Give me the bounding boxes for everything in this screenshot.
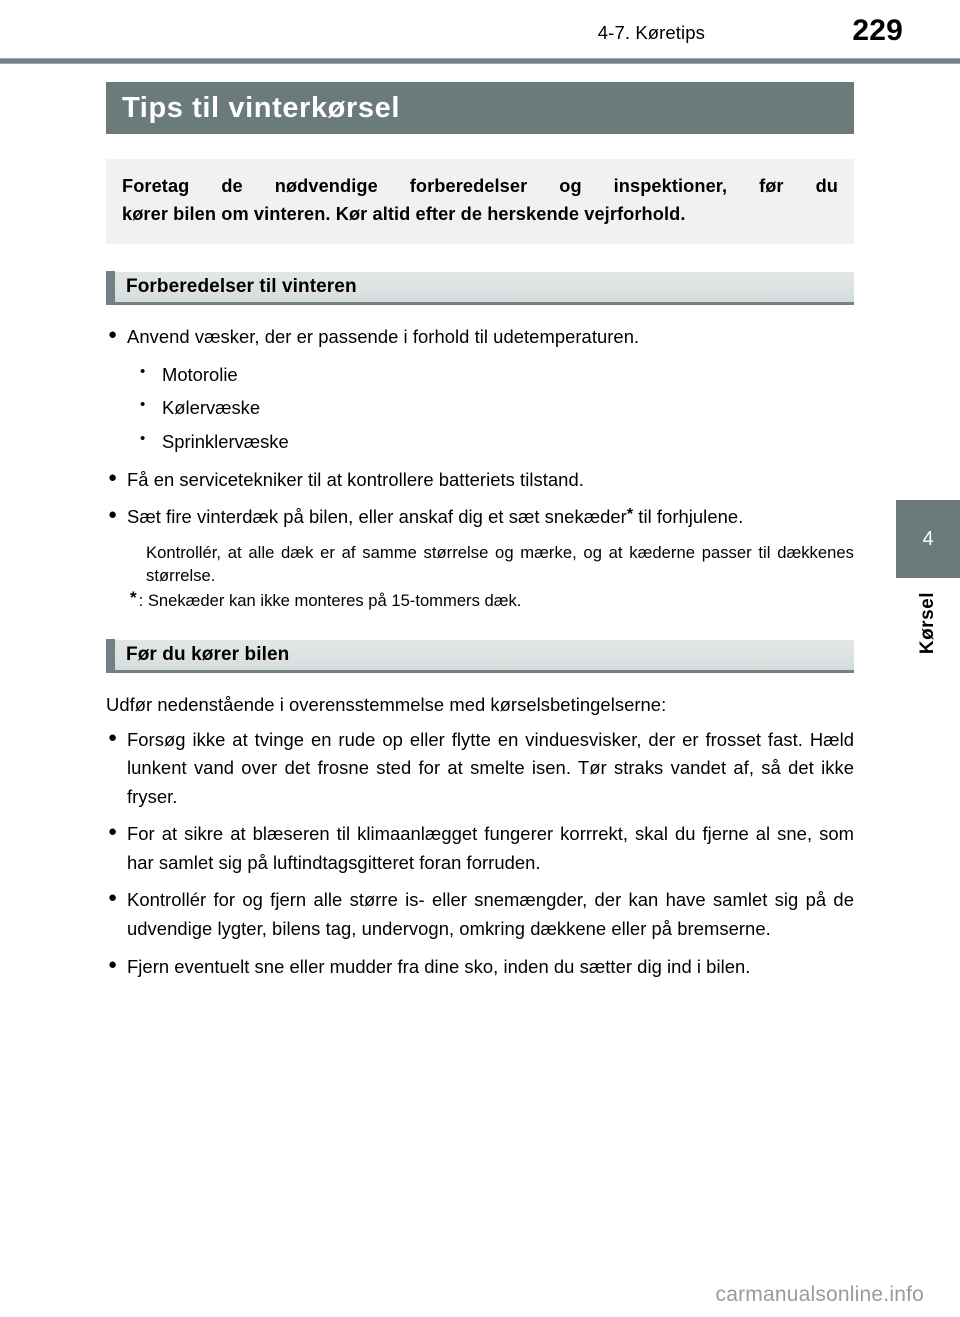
chapter-tab-label-text: Kørsel [917, 592, 938, 655]
footnote-asterisk-icon: * [130, 587, 137, 607]
chapter-tab-number: 4 [922, 527, 934, 550]
list-item-text: For at sikre at blæseren til klimaanlægget fungerer korrrekt, skal du fjerne al sne, som har samlet sig på luftindtagsgitteret foran forruden. [127, 823, 854, 873]
section-header-preparations [106, 272, 854, 305]
intro-line-2: kører bilen om vinteren. Kør altid efter de herskende vejrforhold. [122, 203, 686, 224]
list-item-text: Kontrollér for og fjern alle større is- eller snemængder, der kan have samlet sig på de udvendige lygter, bilens tag, undervogn, omkring dækkene eller på bremserne. [127, 889, 854, 939]
list-item-text [127, 503, 854, 532]
section-body-before-driving [106, 691, 854, 981]
chapter-tab [896, 500, 960, 578]
bullet-dot-icon: ● [108, 823, 118, 841]
sub-list-item-text: Sprinklervæske [162, 431, 289, 453]
site-watermark: carmanualsonline.info [715, 1283, 924, 1306]
section-heading-text: Før du kører bilen [126, 644, 290, 666]
section-heading-text: Forberedelser til vinteren [126, 276, 357, 298]
list-item-text: Anvend væsker, der er passende i forhold til udetemperaturen. [127, 326, 640, 348]
section-body-preparations [106, 323, 854, 612]
page-number: 229 [852, 14, 903, 47]
page-content [106, 82, 854, 990]
list-item-text-tail: til forhjulene. [633, 506, 744, 528]
page-header [0, 14, 960, 54]
intro-notice-box [106, 159, 854, 244]
section-note-text: Kontrollér, at alle dæk er af samme størrelse og mærke, og at kæderne passer til dækkenes størrelse. [146, 542, 854, 586]
bullet-dot-icon: ● [108, 326, 118, 344]
list-item [106, 953, 854, 982]
header-chapter-title: 4-7. Køretips [597, 22, 705, 43]
list-item-text-main: Sæt fire vinterdæk på bilen, eller anskaf dig et sæt snekæder [127, 506, 627, 528]
list-item [106, 726, 854, 812]
list-item [106, 886, 854, 943]
sub-list [106, 361, 854, 456]
list-item [106, 323, 854, 352]
bullet-dot-icon: ● [108, 955, 118, 973]
bullet-dot-icon: ● [108, 468, 118, 486]
list-item-with-footnote [106, 503, 854, 532]
section-header-before-driving [106, 640, 854, 673]
bullet-dot-icon: ● [108, 889, 118, 907]
sub-bullet-dot-icon: • [140, 396, 146, 414]
page-title: Tips til vinterkørsel [122, 91, 400, 124]
footnote-row [130, 589, 854, 613]
bullet-dot-icon: ● [108, 728, 118, 746]
sub-list-item [106, 428, 854, 456]
sub-list-item [106, 361, 854, 389]
intro-line-1: Foretag de nødvendige forberedelser og inspektioner, før du [122, 176, 838, 196]
footnote-text: : Snekæder kan ikke monteres på 15-tommers dæk. [138, 590, 522, 610]
footnote-marker: * [626, 506, 634, 524]
list-item [106, 466, 854, 495]
sub-list-item-text: Kølervæske [162, 397, 261, 419]
list-item-text: Fjern eventuelt sne eller mudder fra dine sko, inden du sætter dig ind i bilen. [127, 955, 751, 977]
list-item-text: Få en servicetekniker til at kontrollere batteriets tilstand. [127, 468, 584, 490]
section-accent-bar [106, 271, 115, 304]
sub-bullet-dot-icon: • [140, 362, 146, 380]
section-title-banner [106, 82, 854, 134]
section-accent-bar [106, 639, 115, 672]
sub-bullet-dot-icon: • [140, 430, 146, 448]
chapter-tab-label [896, 592, 960, 660]
list-item [106, 820, 854, 877]
header-divider [0, 58, 960, 64]
sub-list-item [106, 394, 854, 422]
sub-list-item-text: Motorolie [162, 363, 238, 385]
section-intro-text: Udfør nedenstående i overensstemmelse med kørselsbetingelserne: [106, 694, 667, 716]
list-item-text: Forsøg ikke at tvinge en rude op eller flytte en vinduesvisker, der er frosset fast. Hæld lunkent vand over det frosne sted for at smelte isen. Tør straks vandet af, så det ikke fryser. [127, 728, 854, 807]
bullet-dot-icon: ● [108, 506, 118, 524]
